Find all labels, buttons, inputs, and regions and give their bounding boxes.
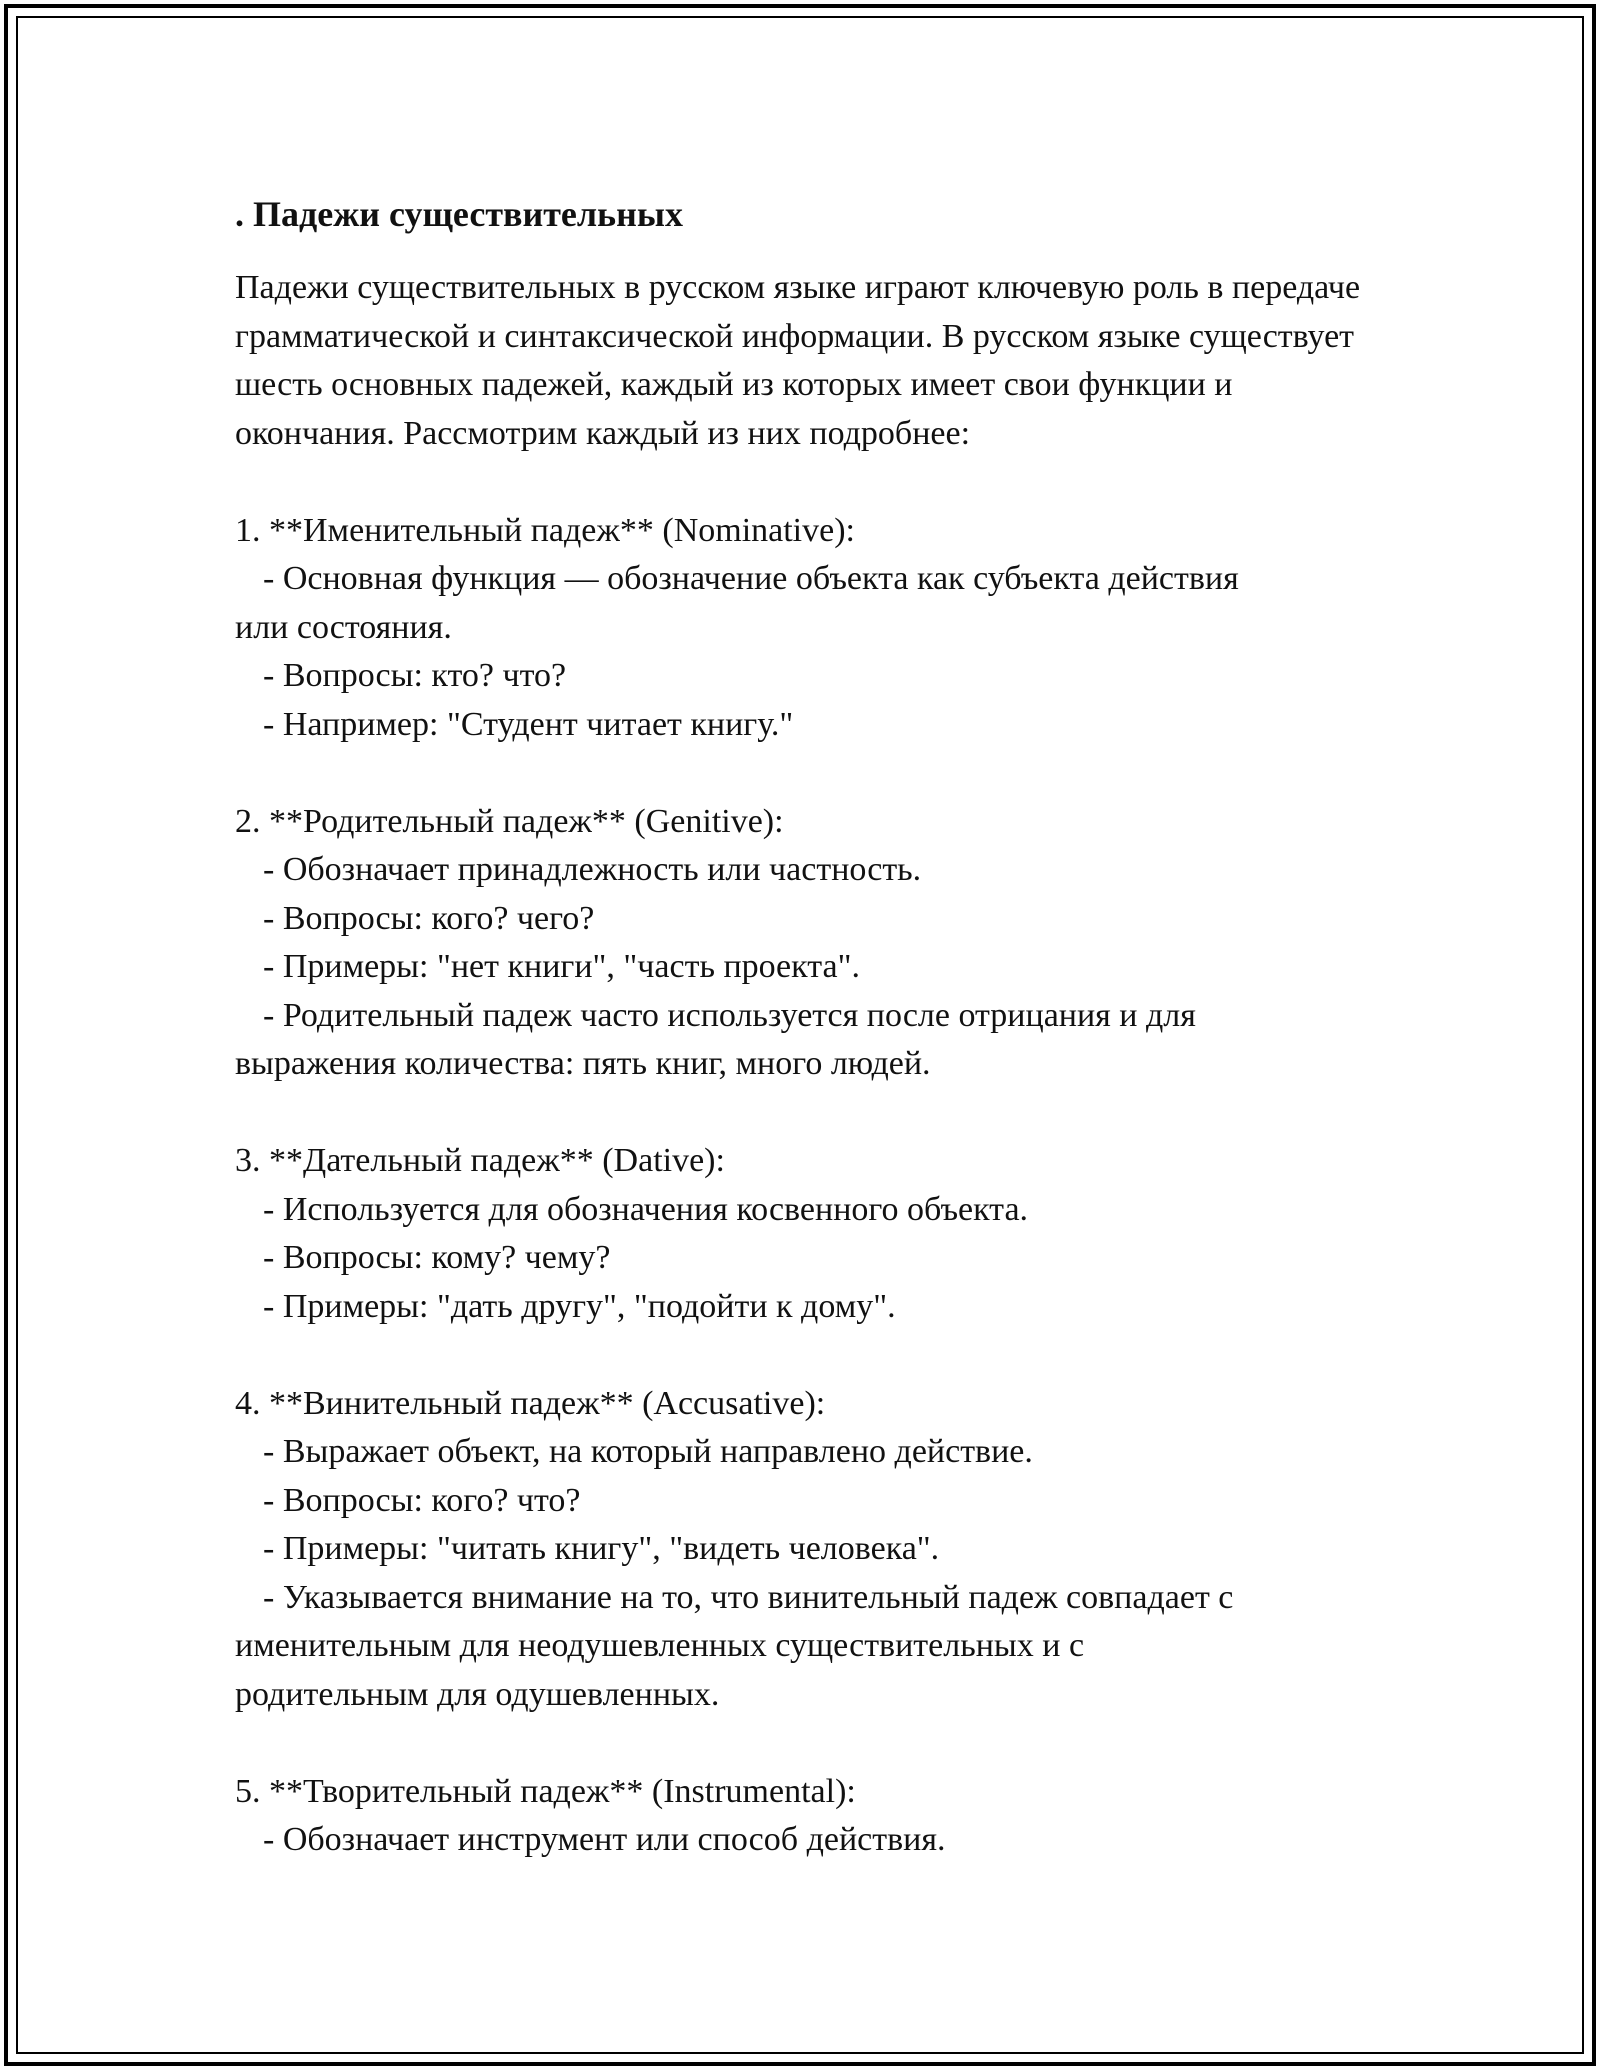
section-line: - Например: "Студент читает книгу." [263,705,794,743]
document-body [235,190,1365,1865]
section-line: - Используется для обозначения косвенного объекта. [263,1190,1029,1228]
section-nominative [235,507,1365,750]
section-genitive [235,798,1365,1089]
section-line: - Примеры: "дать другу", "подойти к дому". [263,1287,896,1325]
section-instrumental [235,1768,1365,1865]
section-line: - Выражает объект, на который направлено действие. [263,1433,1033,1470]
section-line: - Примеры: "нет книги", "часть проекта". [263,948,860,985]
section-line: - Обозначает принадлежность или частность. [263,851,922,888]
section-heading: 2. **Родительный падеж** (Genitive): [235,802,784,840]
section-line: - Обозначает инструмент или способ действия. [263,1821,946,1858]
section-heading: 4. **Винительный падеж** (Accusative): [235,1384,826,1422]
section-line: - Родительный падеж часто используется после отрицания и для [263,996,1196,1034]
section-line: - Вопросы: кому? чему? [263,1239,611,1276]
section-heading: 1. **Именительный падеж** (Nominative): [235,511,855,549]
section-line: - Вопросы: кого? чего? [263,899,595,937]
section-line: - Вопросы: кого? что? [263,1481,581,1519]
section-line: - Указывается внимание на то, что винительный падеж совпадает с [263,1578,1234,1616]
section-line: - Основная функция — обозначение объекта как субъекта действия [263,560,1239,597]
section-line: - Вопросы: кто? что? [263,657,567,694]
section-line: - Примеры: "читать книгу", "видеть человека". [263,1530,940,1567]
section-heading: 5. **Творительный падеж** (Instrumental): [235,1772,856,1810]
section-heading: 3. **Дательный падеж** (Dative): [235,1142,725,1179]
section-line: именительным для неодушевленных существительных и с [235,1627,1085,1664]
intro-paragraph: Падежи существительных в русском языке играют ключевую роль в передаче грамматической и синтаксической информации. В русском языке существует шесть основных падежей, каждый из которых имеет свои функции и окончания. Рассмотрим каждый из них подробнее: [235,269,1361,452]
section-line: родительным для одушевленных. [235,1675,720,1713]
section-line: выражения количества: пять книг, много людей. [235,1045,931,1082]
section-accusative [235,1380,1365,1720]
page-title: . Падежи существительных [235,194,683,234]
section-dative [235,1137,1365,1331]
section-line: или состояния. [235,608,452,646]
